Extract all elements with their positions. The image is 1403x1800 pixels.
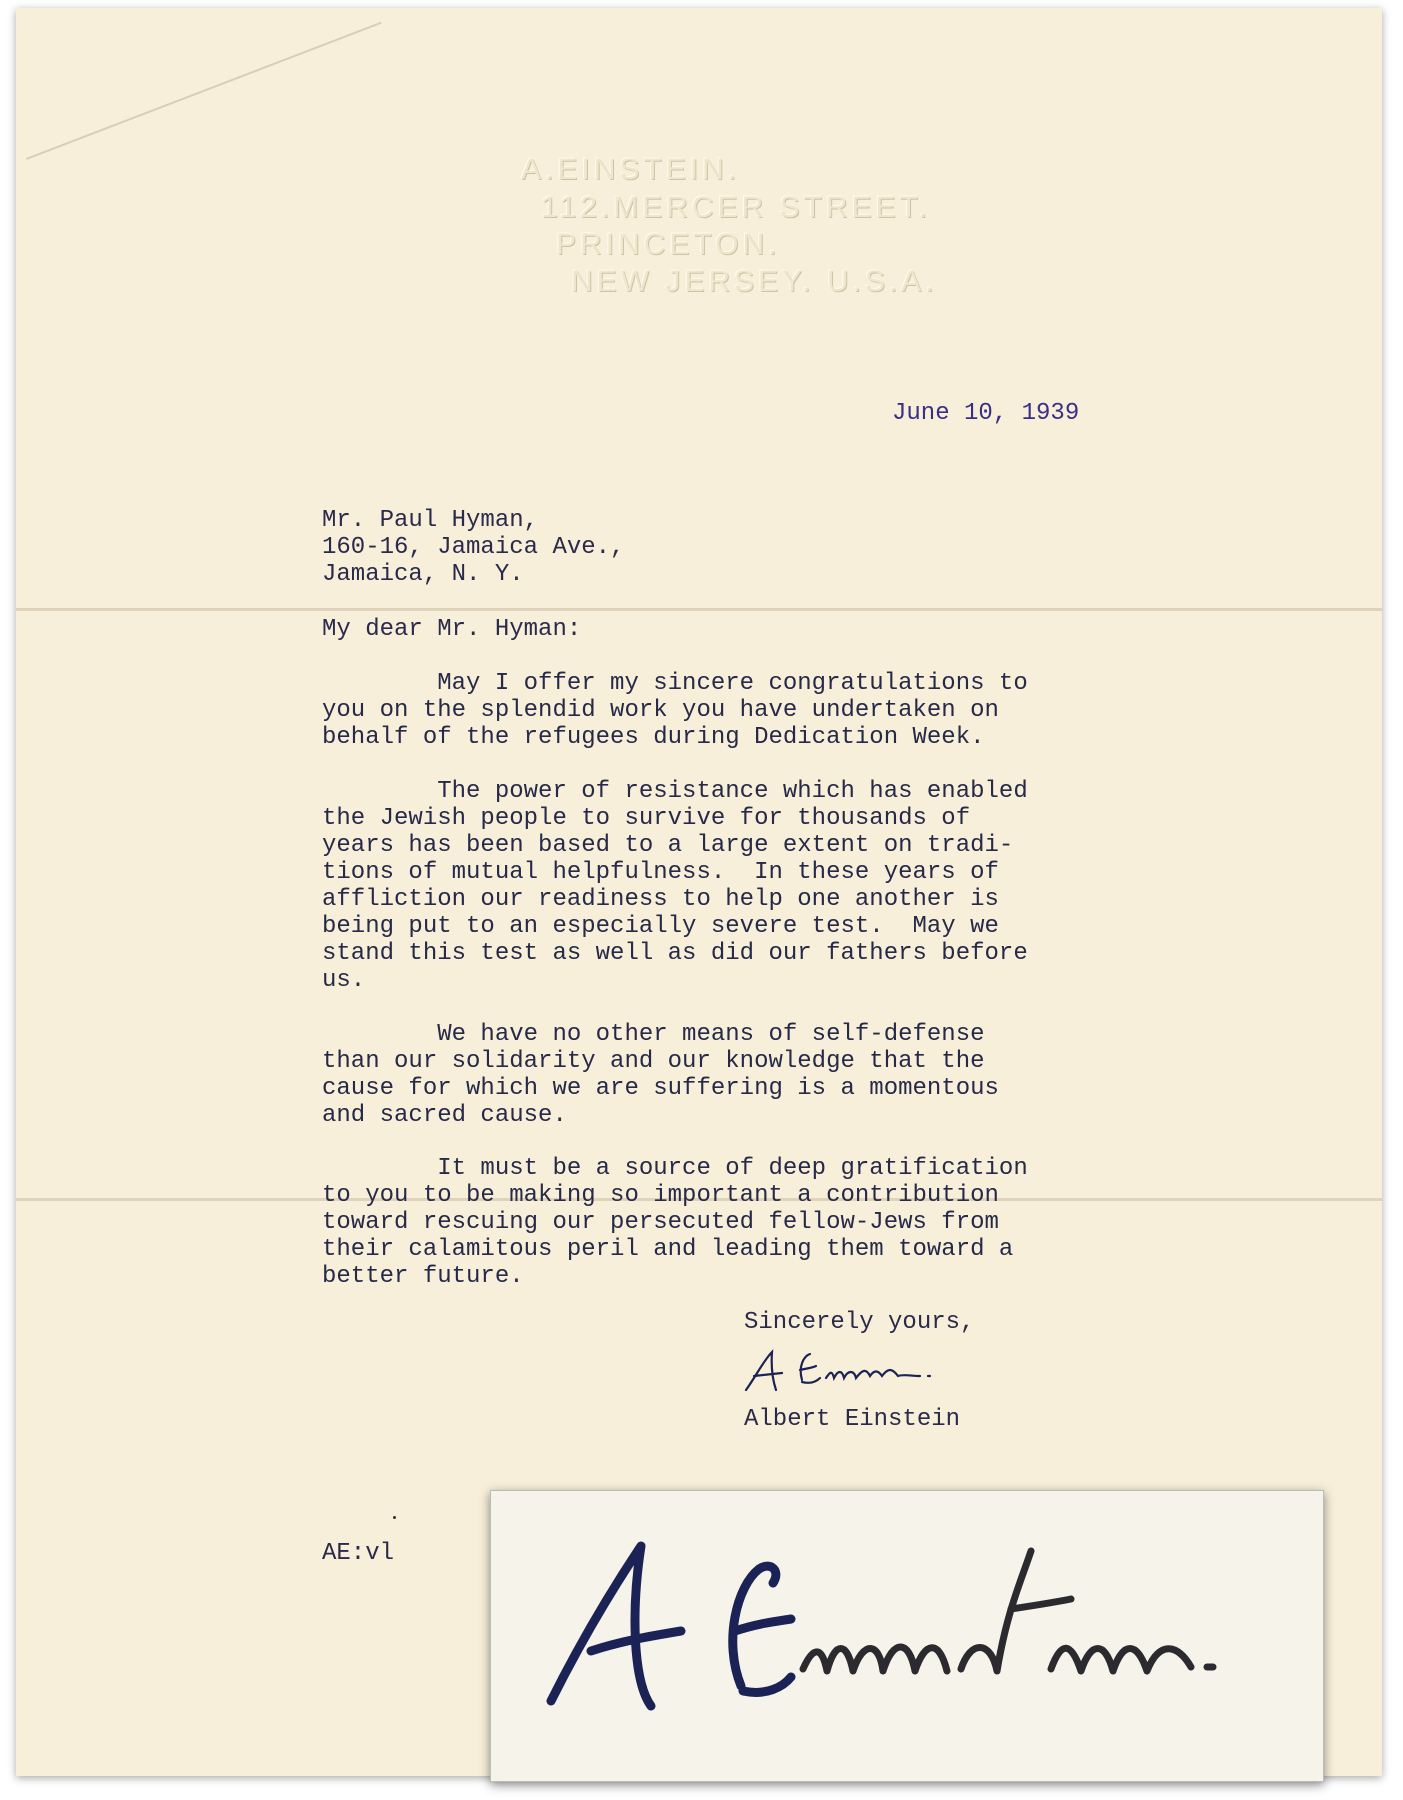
letterhead-street: 112.MERCER STREET.: [541, 191, 931, 224]
signature-enlarged: [491, 1491, 1323, 1781]
paragraph-3: We have no other means of self-defense than our solidarity and our knowledge that the cause for which we are suffering is a momentous and sacred cause.: [322, 1021, 999, 1129]
letterhead-name: A.EINSTEIN.: [521, 153, 741, 186]
ink-dot: [393, 1516, 396, 1519]
salutation: My dear Mr. Hyman:: [322, 616, 582, 643]
signer-name: Albert Einstein: [744, 1406, 961, 1433]
letterhead-state: NEW JERSEY. U.S.A.: [571, 265, 938, 298]
signature-small: [742, 1346, 982, 1396]
paragraph-2: The power of resistance which has enabled the Jewish people to survive for thousands of years has been based to a large extent on tradi- tions of mutual helpfulness. In these years of affliction our readiness to help one another is being put to an especially severe test. May we stand this test as well as did our fathers before us.: [322, 778, 1028, 994]
letter-date: June 10, 1939: [892, 400, 1080, 427]
recipient-name: Mr. Paul Hyman,: [322, 507, 539, 534]
reference-initials: AE:vl: [322, 1540, 395, 1567]
recipient-address-line1: 160-16, Jamaica Ave.,: [322, 534, 625, 561]
paragraph-1: May I offer my sincere congratulations to you on the splendid work you have undertaken on behalf of the refugees during Dedication Week.: [322, 670, 1028, 751]
corner-crease: [26, 22, 381, 160]
closing: Sincerely yours,: [744, 1309, 975, 1336]
fold-line: [16, 608, 1382, 611]
letterhead-city: PRINCETON.: [556, 228, 781, 261]
paragraph-4: It must be a source of deep gratification to you to be making so important a contribution toward rescuing our persecuted fellow-Jews from their calamitous peril and leading them toward a better future.: [322, 1155, 1028, 1290]
recipient-address-line2: Jamaica, N. Y.: [322, 561, 524, 588]
signature-detail-inset: [490, 1490, 1324, 1782]
